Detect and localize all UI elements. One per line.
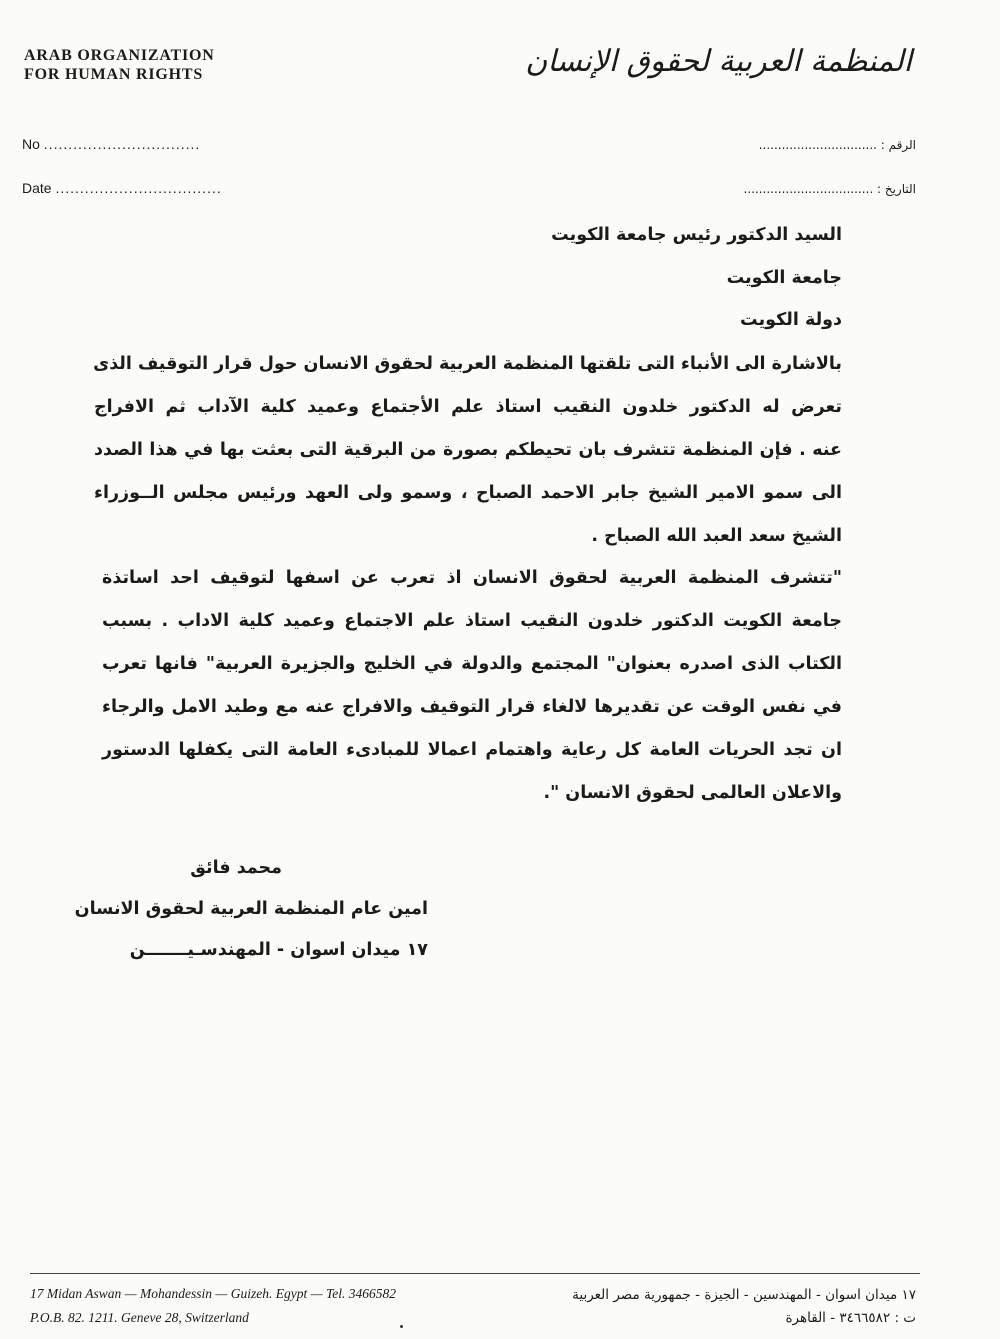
paragraph-2-line: في نفس الوقت عن تقديرها لالغاء قرار التوقيف والافراج عنه مع وطيد الامل والرجاء	[102, 697, 842, 717]
date-field-arabic	[743, 182, 916, 196]
org-name-arabic: المنظمة العربية لحقوق الإنسان	[525, 44, 912, 79]
number-dots-arabic: ...............................	[758, 138, 877, 152]
addressee-line1: السيد الدكتور رئيس جامعة الكويت	[551, 225, 842, 245]
paragraph-1-line: عنه . فإن المنظمة تتشرف بان تحيطكم بصورة من البرقية التى بعثت بها في هذا الصدد	[94, 440, 842, 460]
paragraph-1-line: تعرض له الدكتور خلدون النقيب استاذ علم الأجتماع وعميد كلية الآداب ثم الافراج	[94, 397, 842, 417]
paragraph-1	[94, 343, 842, 558]
paragraph-2-line: الكتاب الذى اصدره بعنوان" المجتمع والدولة في الخليج والجزيرة العربية" فانها تعرب	[102, 654, 842, 674]
number-field-arabic	[759, 138, 916, 152]
footer-address-arabic: ١٧ ميدان اسوان - المهندسين - الجيزة - جمهورية مصر العربية	[572, 1287, 916, 1303]
addressee-line2: جامعة الكويت	[726, 268, 842, 288]
number-field	[22, 136, 200, 152]
signatory-name: محمد فائق	[190, 858, 282, 878]
paragraph-2-line: "تتشرف المنظمة العربية لحقوق الانسان اذ تعرب عن اسفها لتوقيف احد اساتذة	[102, 568, 842, 588]
paragraph-1-line: بالاشارة الى الأنباء التى تلقتها المنظمة العربية لحقوق الانسان حول قرار التوقيف الذى	[93, 354, 842, 374]
date-field	[22, 180, 222, 196]
number-dots: ................................	[43, 136, 201, 152]
org-name-english-line2: FOR HUMAN RIGHTS	[24, 66, 204, 83]
paragraph-2-line: جامعة الكويت الدكتور خلدون النقيب استاذ علم الاجتماع وعميد كلية الاداب . بسبب	[102, 611, 842, 631]
org-name-english	[24, 46, 215, 84]
footer-divider	[30, 1273, 920, 1274]
date-label: Date	[22, 180, 52, 196]
signatory-address: ١٧ ميدان اسوان - المهندسـيـــــــن	[129, 940, 428, 960]
signatory-title: امين عام المنظمة العربية لحقوق الانسان	[74, 899, 428, 919]
number-label: No	[22, 136, 40, 152]
footer-pobox-english: P.O.B. 82. 1211. Geneve 28, Switzerland	[30, 1310, 249, 1325]
paper-speck	[400, 1325, 403, 1328]
date-dots-arabic: ..................................	[743, 182, 874, 196]
addressee-line3: دولة الكويت	[740, 310, 842, 330]
date-label-arabic: التاريخ :	[876, 182, 916, 196]
date-dots: ..................................	[55, 180, 222, 196]
paragraph-1-line: الى سمو الامير الشيخ جابر الاحمد الصباح ، وسمو ولى العهد ورئيس مجلس الــوزراء	[94, 483, 842, 503]
paragraph-2	[102, 557, 842, 815]
paragraph-1-line: الشيخ سعد العبد الله الصباح .	[591, 526, 842, 546]
paragraph-2-line: والاعلان العالمى لحقوق الانسان ".	[543, 783, 842, 803]
footer-address-english: 17 Midan Aswan — Mohandessin — Guizeh. Egypt — Tel. 3466582	[30, 1286, 397, 1301]
org-name-english-line1: ARAB ORGANIZATION	[24, 47, 215, 64]
paragraph-2-line: ان تجد الحريات العامة كل رعاية واهتمام اعمالا للمبادىء العامة التى يكفلها الدستور	[102, 740, 842, 760]
number-label-arabic: الرقم :	[880, 138, 916, 152]
footer-phone-arabic: ت : ٣٤٦٦٥٨٢ - القاهرة	[785, 1310, 916, 1326]
